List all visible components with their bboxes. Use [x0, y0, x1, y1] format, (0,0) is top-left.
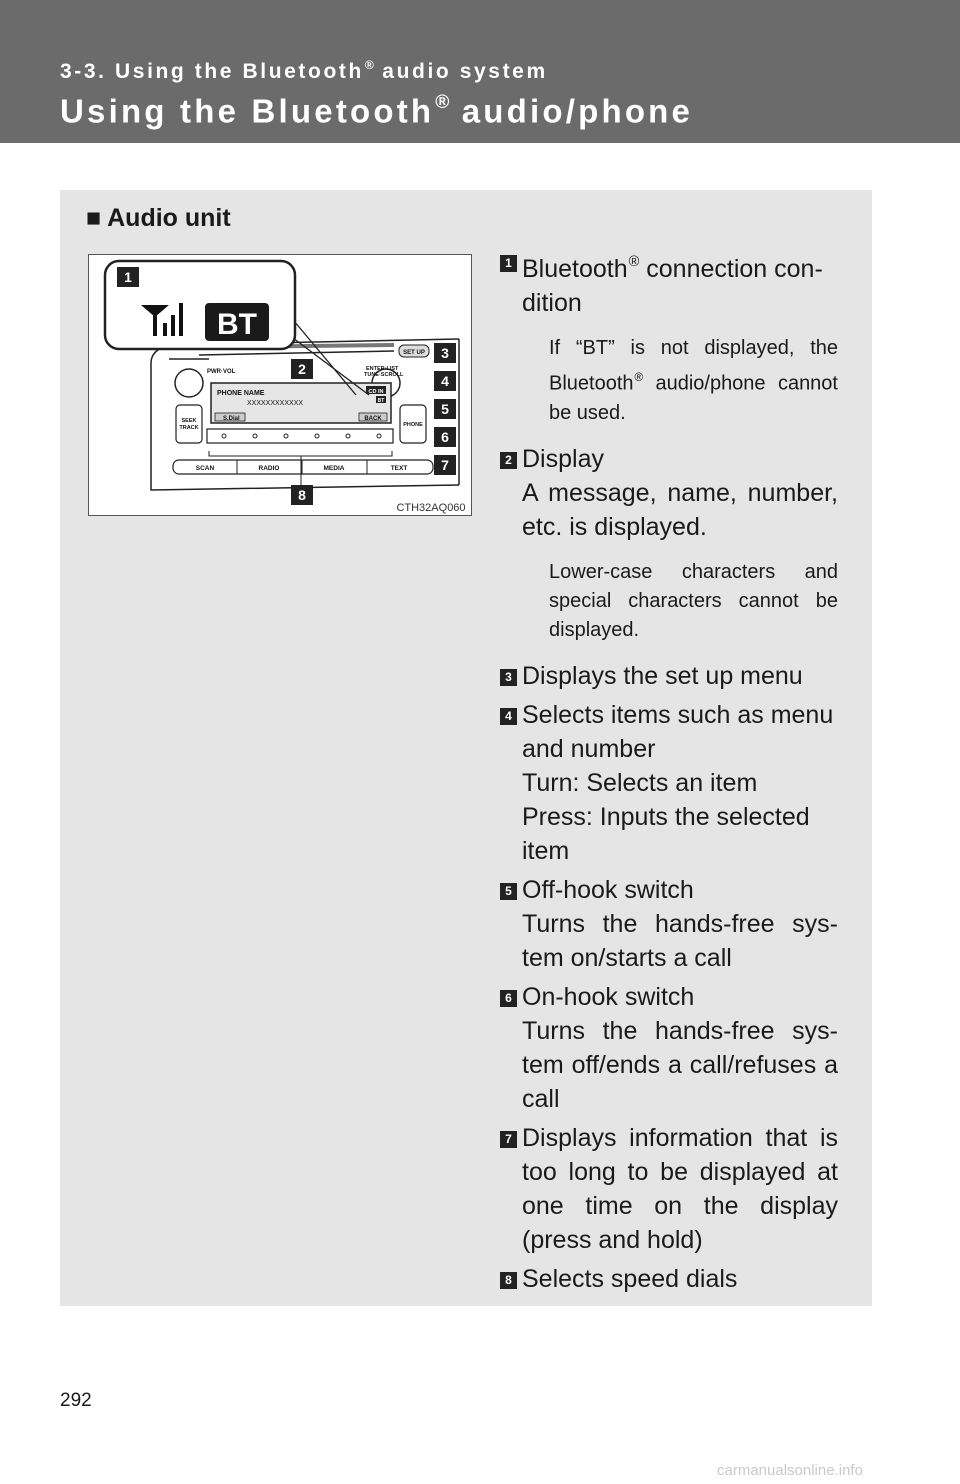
- item-note: Lower-case characters and special characters cannot be displayed.: [549, 560, 838, 641]
- svg-text:PHONE NAME: PHONE NAME: [217, 390, 265, 397]
- svg-text:ENTER·LIST: ENTER·LIST: [366, 366, 399, 372]
- list-item: 3 Displays the set up menu: [500, 659, 838, 693]
- callout-number: 3: [441, 345, 449, 361]
- callout-number: 1: [124, 269, 132, 285]
- svg-text:RADIO: RADIO: [258, 465, 280, 472]
- svg-text:BT: BT: [377, 398, 385, 404]
- svg-text:TRACK: TRACK: [179, 425, 199, 431]
- svg-text:CD IN: CD IN: [368, 389, 384, 395]
- item-number-badge: 2: [500, 452, 517, 469]
- svg-text:PHONE: PHONE: [403, 422, 423, 428]
- list-item: 8 Selects speed dials: [500, 1262, 838, 1296]
- callout-number: 8: [298, 487, 306, 503]
- list-item: 5 Off-hook switch Turns the hands-free sys-tem on/starts a call: [500, 873, 838, 975]
- svg-text:TUNE·SCROLL: TUNE·SCROLL: [364, 372, 404, 378]
- page-header: [0, 0, 960, 143]
- svg-text:XXXXXXXXXXXX: XXXXXXXXXXXX: [247, 400, 304, 407]
- item-note: If “BT” is not displayed, the Bluetooth® audio/phone cannot be used.: [549, 336, 838, 424]
- figure-code: CTH32AQ060: [396, 502, 466, 514]
- callout-number: 7: [441, 457, 449, 473]
- svg-text:TEXT: TEXT: [390, 465, 408, 472]
- list-item: 7 Displays information that is too long to be displayed at one time on the display (press and hold): [500, 1121, 838, 1257]
- callout-number: 4: [441, 373, 449, 389]
- callout-number: 2: [298, 361, 306, 377]
- item-number-badge: 1: [500, 255, 517, 272]
- bt-indicator: BT: [217, 308, 257, 341]
- callout-number: 6: [441, 429, 449, 445]
- callout-number: 5: [441, 401, 449, 417]
- page-number: 292: [60, 1390, 92, 1411]
- list-item: 1 Bluetooth® connection con- dition: [500, 245, 838, 320]
- section-heading: ■ Audio unit: [86, 204, 231, 232]
- watermark: carmanualsonline.info: [717, 1462, 863, 1479]
- list-item: 2 Display A message, name, number, etc. is displayed.: [500, 442, 838, 544]
- svg-text:MEDIA: MEDIA: [323, 465, 345, 472]
- svg-text:S.Dial: S.Dial: [223, 416, 240, 422]
- page-title: Using the Bluetooth® audio/phone: [60, 92, 694, 130]
- svg-text:PWR·VOL: PWR·VOL: [207, 369, 236, 375]
- audio-unit-figure: [88, 254, 472, 516]
- svg-text:SCAN: SCAN: [195, 465, 215, 472]
- item-list: [500, 245, 838, 1301]
- setup-label: SET UP: [403, 350, 425, 356]
- list-item: 6 On-hook switch Turns the hands-free sys-tem off/ends a call/refuses a call: [500, 980, 838, 1116]
- section-label: 3-3. Using the Bluetooth® audio system: [60, 58, 548, 84]
- svg-text:BACK: BACK: [364, 416, 382, 422]
- list-item: 4 Selects items such as menu and number Turn: Selects an item Press: Inputs the selected item: [500, 698, 838, 868]
- svg-text:SEEK: SEEK: [181, 418, 197, 424]
